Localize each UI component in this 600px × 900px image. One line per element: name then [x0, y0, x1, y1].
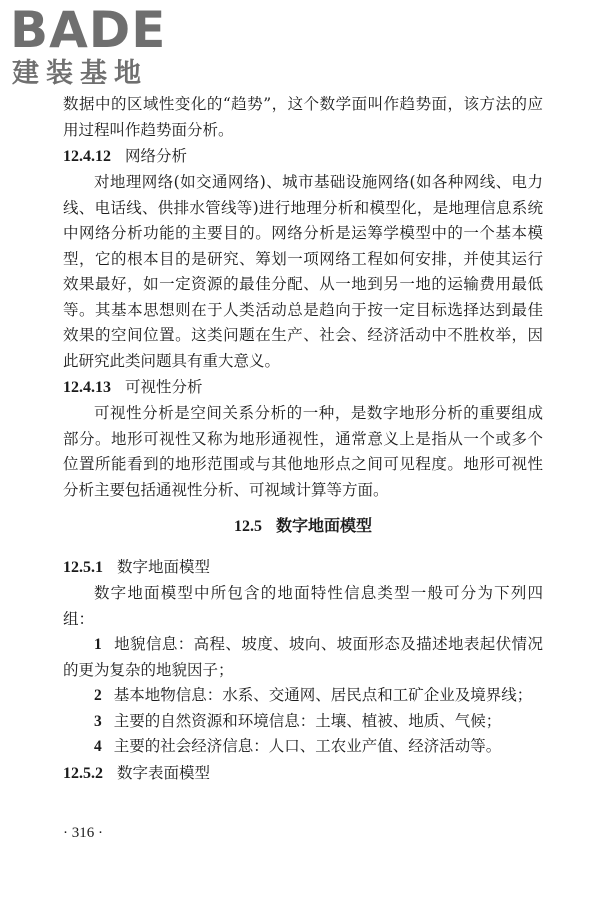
list-item-number: 3: [94, 712, 102, 730]
heading-title: 网络分析: [125, 147, 188, 165]
paragraph-network-analysis: 对地理网络(如交通网络)、城市基础设施网络(如各种网线、电力线、电话线、供排水管线等)进行地理分析和模型化，是地理信息系统中网络分析功能的主要目的。网络分析是运筹学模型中的一个基本模型，它的根本目的是研究、筹划一项网络工程如何安排，并使其运行效果最好，如一定资源的最佳分配、从一地到另一地的运输费用最低等。其基本思想则在于人类活动总是趋向于按一定目标选择达到最佳效果的空间位置。这类问题在生产、社会、经济活动中不胜枚举，因此研究此类问题具有重大意义。: [63, 173, 543, 370]
list-item-number: 4: [94, 738, 102, 755]
page-body: [63, 92, 543, 787]
heading-network-analysis: [63, 143, 543, 170]
list-item-text: 地貌信息：高程、坡度、坡向、坡面形态及描述地表起伏情况的更为复杂的地貌因子；: [63, 635, 543, 679]
list-item-features: [63, 683, 543, 709]
heading-number: 12.4.13: [63, 379, 111, 396]
heading-title: 数字地面模型: [117, 558, 211, 576]
list-item-resources: [63, 709, 543, 735]
list-item-text: 主要的自然资源和环境信息：土壤、植被、地质、气候；: [113, 711, 502, 730]
section-name: 数字地面模型: [275, 516, 372, 535]
list-item-text: 基本地物信息：水系、交通网、居民点和工矿企业及境界线；: [113, 686, 533, 704]
heading-dsm: [63, 760, 543, 787]
heading-number: 12.5.2: [63, 764, 103, 782]
list-item-text: 主要的社会经济信息：人口、工农业产值、经济活动等。: [113, 737, 502, 755]
logo-wordmark: BADE: [10, 1, 167, 59]
page-number: · 316 ·: [63, 825, 103, 841]
logo-subtitle: 建装基地: [12, 58, 148, 89]
list-item-landform: [63, 632, 543, 683]
list-item-number: 1: [94, 636, 102, 653]
list-item-number: 2: [94, 687, 102, 704]
heading-title: 可视性分析: [125, 378, 203, 396]
heading-title: 数字表面模型: [117, 763, 211, 782]
list-item-socioeconomic: [63, 734, 543, 760]
section-title-dtm: [63, 513, 543, 540]
bade-logo: [10, 2, 185, 94]
paragraph-trend-surface: 数据中的区域性变化的“趋势”，这个数学面叫作趋势面，该方法的应用过程叫作趋势面分析。: [63, 95, 543, 139]
heading-number: 12.5.1: [63, 559, 103, 576]
heading-dtm: [63, 554, 543, 581]
heading-visibility-analysis: [63, 374, 543, 401]
heading-number: 12.4.12: [63, 148, 111, 165]
paragraph-visibility-analysis: 可视性分析是空间关系分析的一种，是数字地形分析的重要组成部分。地形可视性又称为地形通视性，通常意义上是指从一个或多个位置所能看到的地形范围或与其他地形点之间可见程度。地形可视性分析主要包括通视性分析、可视域计算等方面。: [63, 404, 543, 499]
section-number: 12.5: [233, 518, 262, 535]
paragraph-dtm-intro: 数字地面模型中所包含的地面特性信息类型一般可分为下列四组：: [63, 584, 543, 628]
